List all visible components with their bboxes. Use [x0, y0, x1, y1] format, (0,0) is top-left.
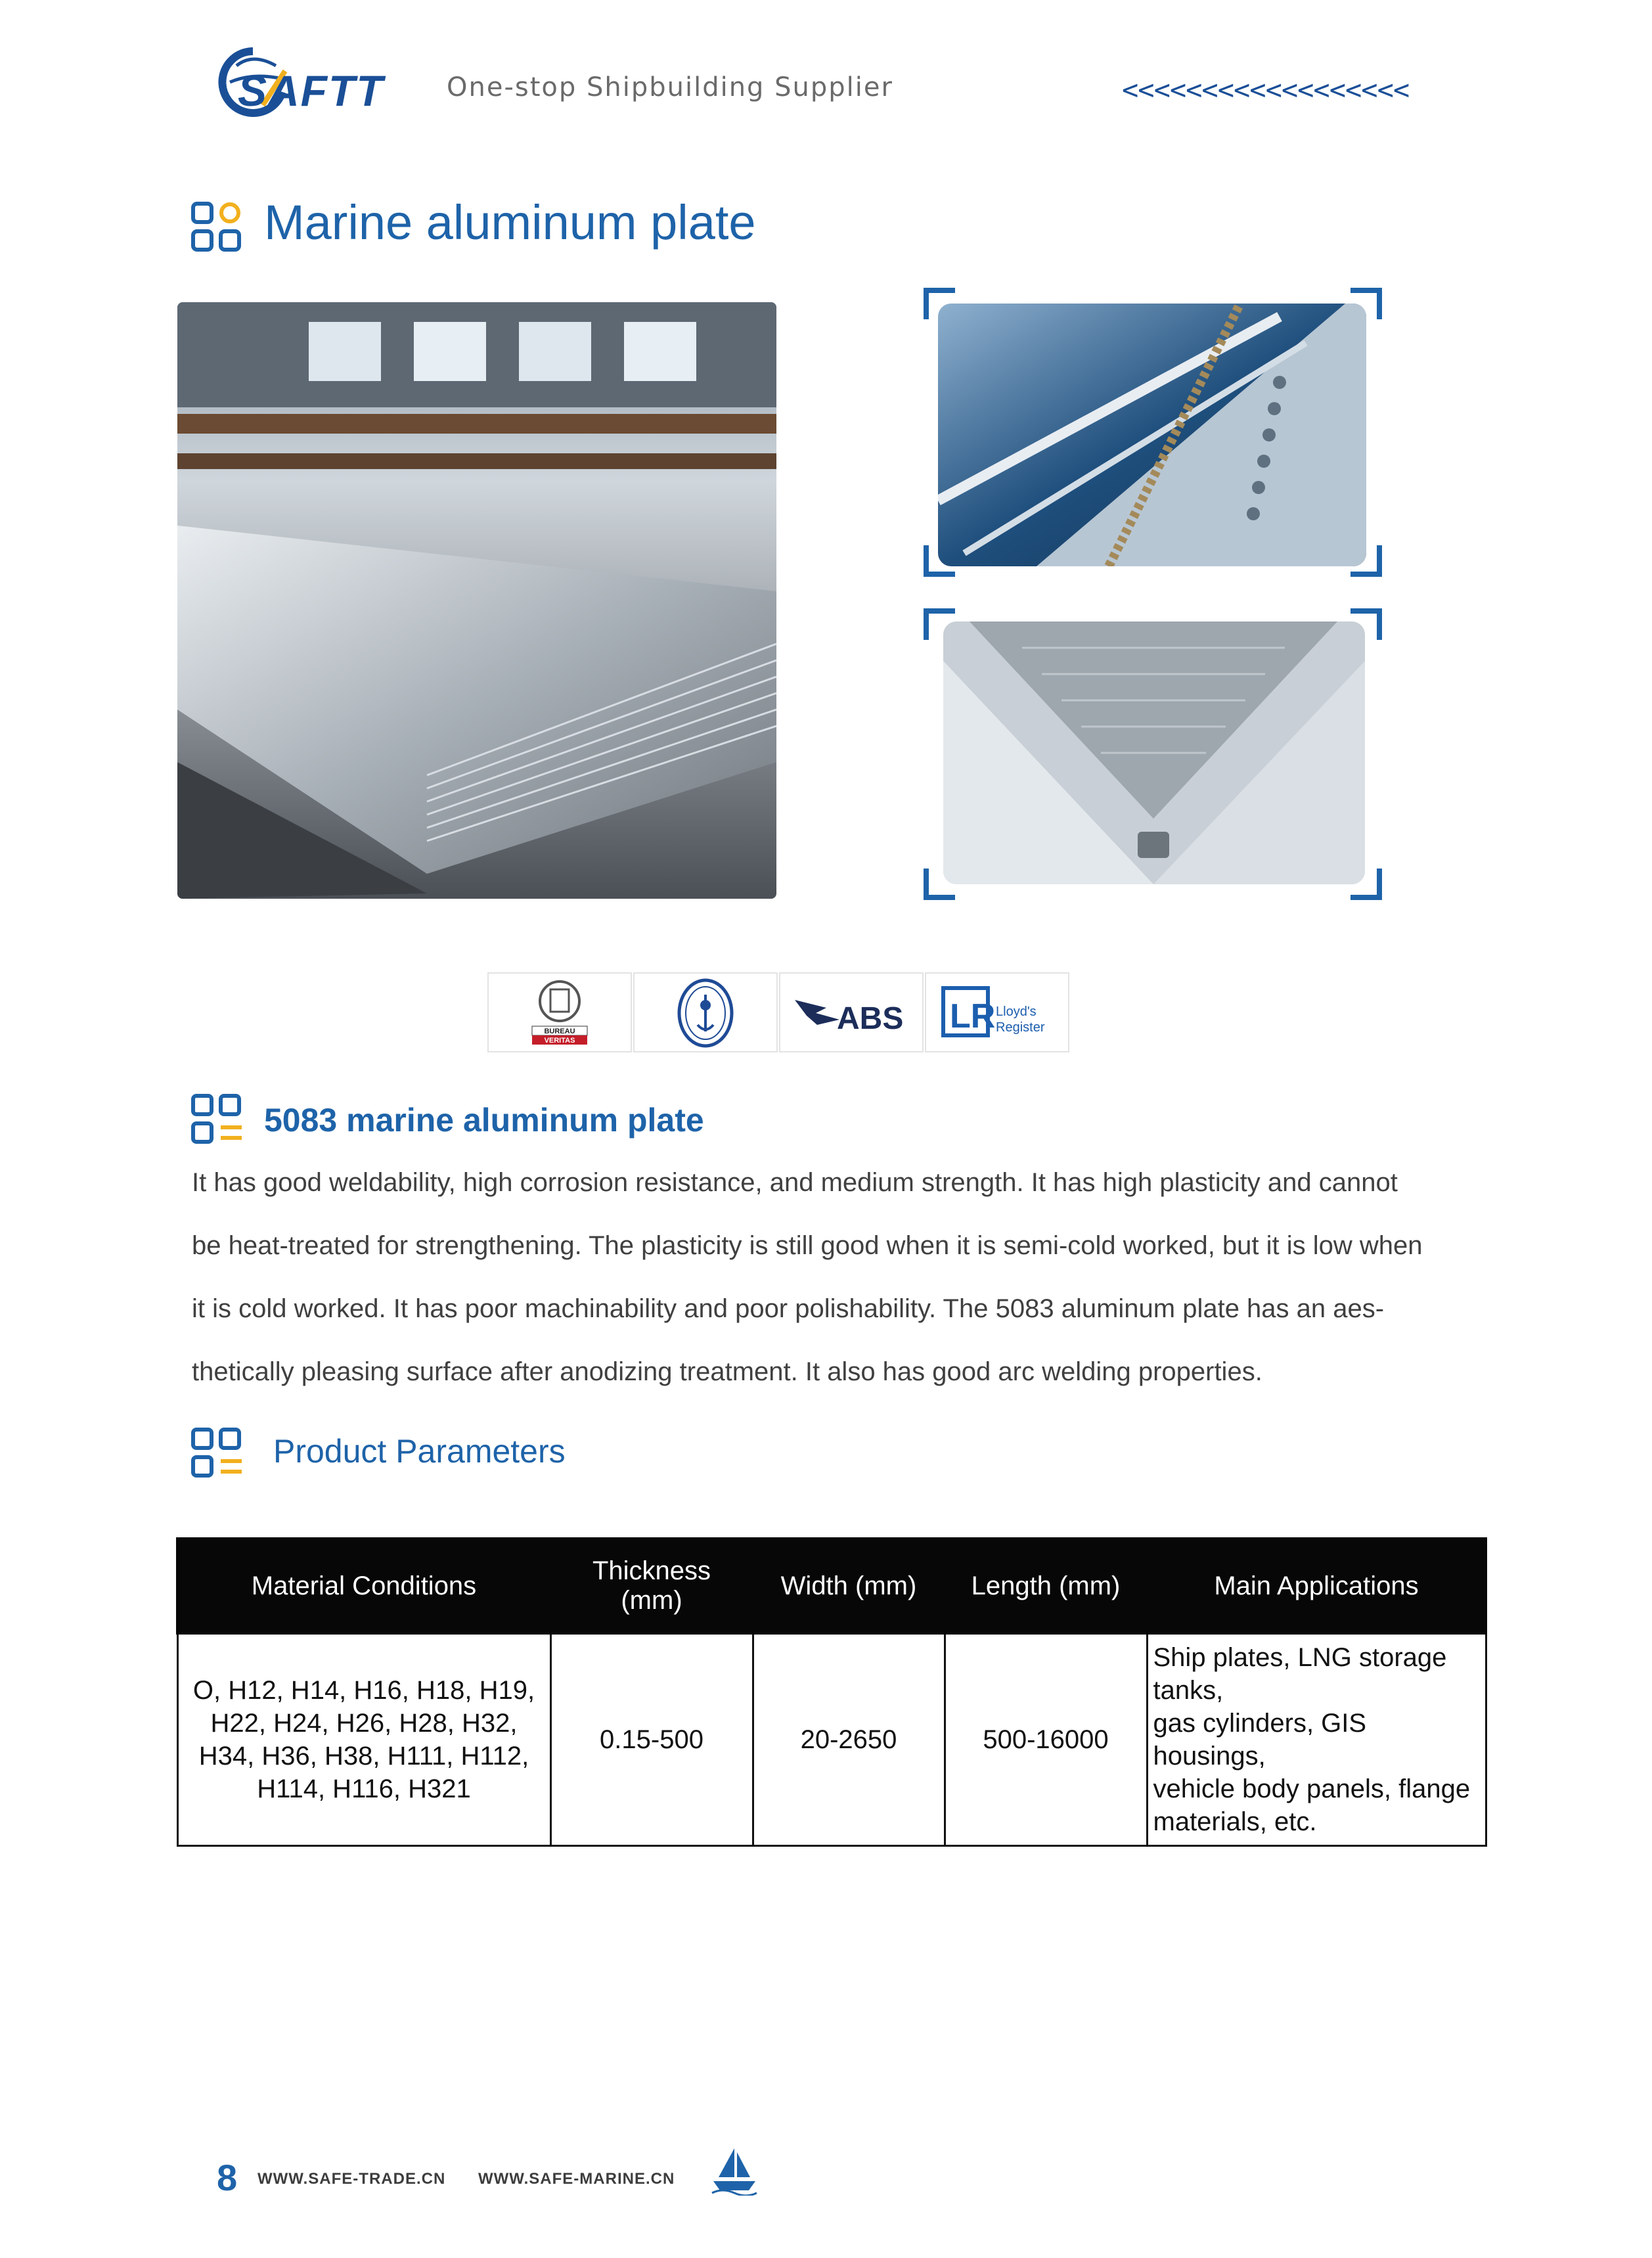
cell-width: 20-2650 [753, 1633, 945, 1846]
lloyds-register-logo [925, 972, 1069, 1052]
header-width: Width (mm) [753, 1539, 945, 1633]
decorative-chevrons: <<<<<<<<<<<<<<<<<< [1122, 74, 1410, 106]
lloyds-line1: Lloyd's [996, 1005, 1037, 1019]
paragraph-line: it is cold worked. It has poor machinability and poor polishability. The 5083 aluminum plate has an aes- [192, 1294, 1385, 1323]
grid-apps-icon [190, 201, 243, 254]
condition-line: H22, H24, H26, H28, H32, [210, 1709, 518, 1738]
condition-line: H114, H116, H321 [257, 1774, 471, 1803]
footer-url-trade[interactable]: WWW.SAFE-TRADE.CN [257, 2170, 446, 2188]
parameters-title: Product Parameters [273, 1433, 566, 1470]
aluminum-stack-photo [177, 302, 776, 899]
frame-corner [924, 288, 955, 319]
parameters-table [176, 1537, 1487, 1847]
lloyds-line2: Register [996, 1020, 1045, 1035]
brand-name: SAFTT [238, 66, 384, 115]
bureau-veritas-logo [487, 972, 632, 1052]
paragraph-line: It has good weldability, high corrosion resistance, and medium strength. It has high plasticity and cannot [192, 1168, 1398, 1197]
frame-corner [1351, 545, 1382, 577]
cell-main-applications [1147, 1633, 1486, 1846]
page-number: 8 [217, 2157, 238, 2198]
table-header-row [177, 1539, 1486, 1633]
application-line: Ship plates, LNG storage tanks, [1153, 1643, 1447, 1705]
abs-logo [779, 972, 924, 1052]
application-line: vehicle body panels, flange [1153, 1774, 1471, 1803]
section-title: 5083 marine aluminum plate [264, 1102, 704, 1139]
condition-line: H34, H36, H38, H111, H112, [198, 1742, 529, 1771]
cell-length: 500-16000 [945, 1633, 1147, 1846]
header-length: Length (mm) [945, 1539, 1147, 1633]
frame-corner [1351, 288, 1382, 319]
ccs-seal-logo [633, 972, 778, 1052]
header-material-conditions: Material Conditions [177, 1539, 550, 1633]
frame-corner [924, 545, 955, 577]
application-line: materials, etc. [1153, 1807, 1317, 1836]
condition-line: O, H12, H14, H16, H18, H19, [192, 1676, 535, 1705]
paragraph-line: thetically pleasing surface after anodizing treatment. It also has good arc welding properties. [192, 1357, 1262, 1386]
paragraph-line: be heat-treated for strengthening. The plasticity is still good when it is semi-cold worked, but it is low when [192, 1231, 1423, 1260]
application-line: gas cylinders, GIS housings, [1153, 1709, 1367, 1771]
boat-deck-photo [943, 621, 1365, 884]
footer-url-marine[interactable]: WWW.SAFE-MARINE.CN [478, 2170, 675, 2188]
frame-corner [924, 869, 955, 900]
svg-text:LR: LR [950, 997, 996, 1035]
frame-corner [1351, 869, 1382, 900]
marine-rail-photo [938, 304, 1366, 566]
frame-corner [924, 608, 955, 640]
header-main-applications: Main Applications [1147, 1539, 1486, 1633]
abs-text: ABS [837, 1001, 904, 1036]
grid-list-icon [190, 1093, 243, 1146]
sailboat-icon [709, 2146, 759, 2196]
header-thickness: Thickness (mm) [550, 1539, 753, 1633]
bv-line2: VERITAS [544, 1037, 575, 1045]
grid-list-icon [190, 1427, 243, 1479]
frame-corner [1351, 608, 1382, 640]
table-row [177, 1633, 1486, 1846]
tagline: One-stop Shipbuilding Supplier [447, 72, 893, 102]
bv-line1: BUREAU [544, 1027, 575, 1035]
page-title: Marine aluminum plate [264, 195, 756, 250]
cell-material-conditions [177, 1633, 550, 1846]
cell-thickness: 0.15-500 [550, 1633, 753, 1846]
